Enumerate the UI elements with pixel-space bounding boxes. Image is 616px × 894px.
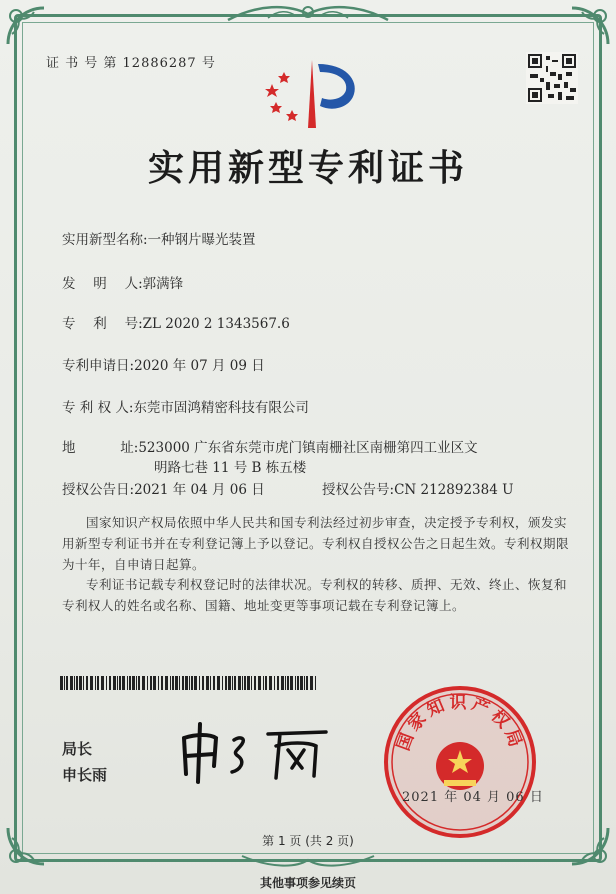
field-label: 发 明 人:: [62, 276, 143, 292]
handwritten-signature-icon: [176, 716, 336, 786]
bottom-ornament-icon: [236, 852, 380, 868]
field-value: 2021 年 04 月 06 日: [134, 482, 265, 498]
director-title: 局长: [62, 740, 93, 758]
field-label: 专 利 号:: [62, 316, 143, 332]
field-value: 一种钢片曝光装置: [147, 232, 256, 248]
field-label: 专利申请日:: [62, 358, 135, 374]
barcode-icon: [60, 676, 318, 690]
patentee-row: [62, 396, 309, 416]
field-value: CN 212892384 U: [394, 482, 514, 498]
grant-number-row: [322, 478, 513, 498]
field-value: ZL 2020 2 1343567.6: [142, 316, 290, 332]
address-line-2: 明路七巷 11 号 B 栋五楼: [154, 460, 307, 476]
grant-date-row: [62, 478, 265, 498]
field-label: 地 址:: [62, 440, 139, 456]
body-paragraph: 专利证书记载专利权登记时的法律状况。专利权的转移、质押、无效、终止、恢复和专利权人的姓名或名称、国籍、地址变更等事项记载在专利登记簿上。: [62, 577, 568, 613]
application-date-row: [62, 354, 265, 374]
address-row: [62, 436, 478, 456]
field-label: 授权公告日:: [62, 482, 135, 498]
field-value: 郭满锋: [142, 276, 184, 292]
inventor-row: [62, 272, 183, 292]
official-seal-icon: [382, 684, 538, 840]
field-label: 授权公告号:: [322, 482, 395, 498]
field-value: 东莞市固鸿精密科技有限公司: [133, 400, 309, 416]
body-paragraph: 国家知识产权局依照中华人民共和国专利法经过初步审查，决定授予专利权，颁发实用新型专利证书并在专利登记簿上予以登记。专利权自授权公告之日起生效。专利权期限为十年，自申请日起算。: [62, 515, 570, 572]
director-name: 申长雨: [62, 766, 108, 784]
continuation-note: 其他事项参见续页: [259, 876, 356, 890]
patent-number-row: [62, 312, 290, 332]
utility-model-name-row: [62, 228, 256, 248]
patent-office-logo-icon: [262, 54, 362, 132]
qr-code-icon: [526, 52, 578, 104]
certificate-number: 证 书 号 第 12886287 号: [46, 56, 216, 71]
corner-ornament-icon: [4, 4, 50, 50]
field-label: 实用新型名称:: [62, 232, 148, 248]
field-label: 专 利 权 人:: [62, 400, 134, 416]
field-value: 523000 广东省东莞市虎门镇南栅社区南栅第四工业区文: [138, 440, 478, 456]
corner-ornament-icon: [566, 4, 612, 50]
page-number: 第 1 页 (共 2 页): [262, 834, 354, 848]
seal-text: 国家知识产权局: [393, 693, 527, 754]
top-ornament-icon: [218, 2, 398, 24]
seal-date: 2021 年 04 月 06 日: [402, 790, 544, 805]
field-value: 2020 年 07 月 09 日: [134, 358, 265, 374]
page-title: 实用新型专利证书: [147, 147, 468, 189]
